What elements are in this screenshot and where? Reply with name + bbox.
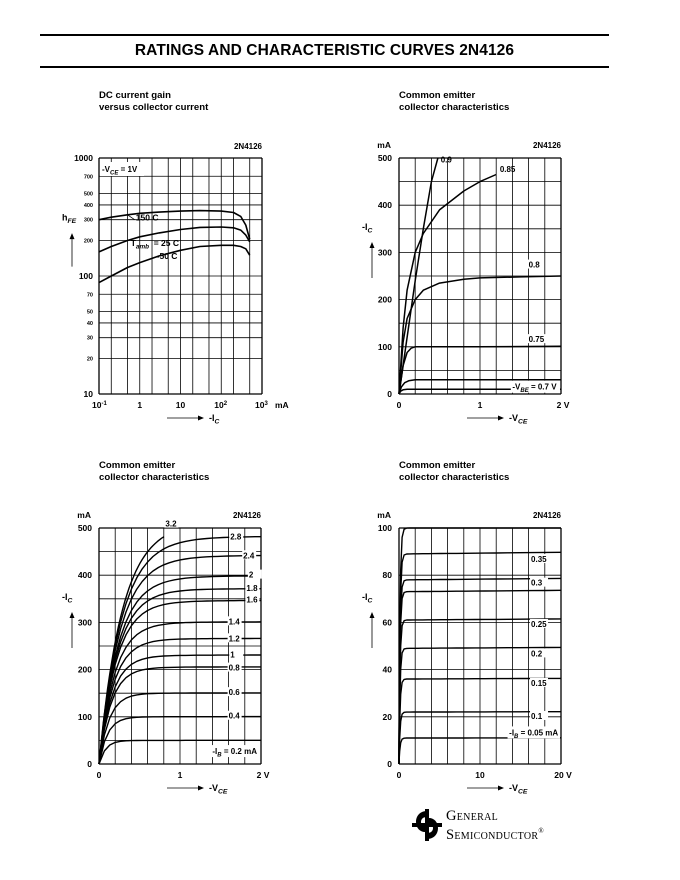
hfe-ytick-minor: 40 <box>86 320 93 327</box>
ce2-label-2.4: 2.4 <box>243 551 255 561</box>
ce2-yarrow-head <box>70 612 75 618</box>
ce3-caption-line2: collector characteristics <box>399 471 510 483</box>
ce3-label-0.15: 0.15 <box>531 678 547 688</box>
page-title: RATINGS AND CHARACTERISTIC CURVES 2N4126 <box>134 42 515 59</box>
ce3-xarrow-head <box>498 786 504 791</box>
hfe-part: 2N4126 <box>233 142 262 151</box>
ce2-ytick: 400 <box>77 570 92 581</box>
ce3-ytick: 0 <box>387 759 392 769</box>
hfe-ytick-minor: 70 <box>86 292 93 299</box>
registered-mark: ® <box>538 827 544 835</box>
ce3-ytick: 40 <box>382 664 392 675</box>
ce3-yarrow-head <box>370 612 375 618</box>
ce1-ytick: 100 <box>377 341 392 352</box>
ce2-label-1.8: 1.8 <box>246 583 258 593</box>
ce2-label-0.8: 0.8 <box>228 663 240 673</box>
ce1-label-0.8: 0.8 <box>528 260 540 270</box>
ce1-ytick: 500 <box>377 153 392 163</box>
hfe-condition: $-V_{CE} = 1V$ <box>102 165 138 177</box>
hfe-ytick-minor: 500 <box>83 191 93 198</box>
hfe-xtick: $10^3$ <box>255 400 268 410</box>
ce3-ytick: 80 <box>382 570 392 581</box>
hfe-label-tamb: $T_{amb}$ <box>130 238 149 251</box>
ce1-param-label: $-V_{BE} = 0.7$ V <box>512 382 557 395</box>
ce3-label-0.2: 0.2 <box>531 649 543 659</box>
ce2-ylabel: $-I_C$ <box>62 592 73 605</box>
hfe-caption-line2: versus collector current <box>99 101 209 113</box>
hfe-ylabel: $h_{FE}$ <box>62 212 77 226</box>
general-semiconductor-logo <box>412 808 582 842</box>
ce1-yarrow-head <box>370 242 375 248</box>
ce1-part: 2N4126 <box>532 141 561 150</box>
hfe-xtick: 10 <box>175 400 186 410</box>
hfe-ytick-minor: 400 <box>83 202 93 209</box>
ce1-xtick: 2 V <box>556 400 570 410</box>
ce1-xtick: 1 <box>477 400 483 410</box>
ce2-label-1.4: 1.4 <box>228 617 240 627</box>
ce1-xtick: 0 <box>396 400 402 410</box>
ce2-label-0.6: 0.6 <box>228 688 240 698</box>
ce3-caption-line1: Common emitter <box>399 460 476 471</box>
ce1-ytick: 200 <box>377 294 392 305</box>
ce1-label-0.75: 0.75 <box>528 335 545 345</box>
ce2-xarrow-head <box>198 786 204 791</box>
ce2-param-label: $-I_B = 0.2$ mA <box>212 747 257 759</box>
ce2-xtick: 2 V <box>256 770 270 780</box>
hfe-ytick: 1000 <box>74 153 93 163</box>
hfe-label-150: 150 C <box>135 212 159 223</box>
ce3-label-0.1: 0.1 <box>531 711 543 721</box>
ce3-ytick: 20 <box>382 711 392 722</box>
hfe-ytick-minor: 50 <box>86 309 93 316</box>
ce3-ytick: 60 <box>382 617 392 628</box>
ce2-yunit: mA <box>77 510 91 520</box>
ce2-label-2.8: 2.8 <box>230 532 242 542</box>
hfe-xunit: mA <box>275 400 289 410</box>
ce2-ytick: 500 <box>77 523 92 533</box>
hfe-xtick: $10^{-1}$ <box>92 400 107 410</box>
hfe-ytick: 100 <box>78 271 93 281</box>
ce3-ytick: 100 <box>377 523 392 533</box>
hfe-caption-line1: DC current gain <box>99 90 171 101</box>
ce1-ylabel: $-I_C$ <box>362 222 373 235</box>
ce1-label-0.85: 0.85 <box>499 165 516 175</box>
gs-logo-icon <box>412 808 442 842</box>
hfe-ytick-minor: 300 <box>83 217 93 224</box>
ce1-caption-line1: Common emitter <box>399 90 476 101</box>
ce2-label-0.4: 0.4 <box>228 711 240 721</box>
ce3-label-0.35: 0.35 <box>531 555 547 565</box>
ce3-xtick: 20 V <box>554 770 572 780</box>
ce2-caption-line2: collector characteristics <box>99 471 210 483</box>
ce2-label-1: 1 <box>230 650 235 660</box>
ce1-ytick: 0 <box>387 389 392 399</box>
ce1-ytick: 300 <box>377 247 392 258</box>
logo-line2 <box>446 824 544 843</box>
ce1-xarrow-head <box>498 416 504 421</box>
ce3-yunit: mA <box>377 510 391 520</box>
ce3-xtick: 0 <box>396 770 402 780</box>
hfe-ytick-minor: 700 <box>83 174 93 181</box>
ce2-label-2: 2 <box>248 570 254 580</box>
hfe-xarrow-head <box>198 416 204 421</box>
ce1-caption-line2: collector characteristics <box>399 101 510 113</box>
hfe-xlabel: $-I_C$ <box>209 413 220 426</box>
ce2-label-3.2: 3.2 <box>165 519 177 529</box>
ce3-ylabel: $-I_C$ <box>362 592 373 605</box>
hfe-label-m50: -50 C <box>156 250 178 261</box>
hfe-ytick-minor: 20 <box>86 356 93 363</box>
ce1-ytick: 400 <box>377 200 392 211</box>
ce3-param-label: $-I_B = 0.05$ mA <box>509 728 559 740</box>
logo-line2-text: Semiconductor <box>446 826 539 843</box>
ce2-caption-line1: Common emitter <box>99 460 176 471</box>
ce3-label-0.25: 0.25 <box>531 619 547 629</box>
logo-text <box>446 809 544 843</box>
ce2-ytick: 300 <box>77 617 92 628</box>
hfe-ytick-minor: 200 <box>83 238 93 245</box>
ce3-xtick: 10 <box>475 770 485 780</box>
ce3-xlabel: $-V_{CE}$ <box>509 783 528 796</box>
ce2-xlabel: $-V_{CE}$ <box>209 783 228 796</box>
ce2-label-1.2: 1.2 <box>228 634 240 644</box>
hfe-curve-0 <box>99 211 250 240</box>
ce2-part: 2N4126 <box>232 511 261 520</box>
hfe-xtick: $10^2$ <box>214 400 228 410</box>
logo-line1: General <box>446 808 499 824</box>
ce1-yunit: mA <box>377 140 391 150</box>
hfe-yarrow-head <box>70 233 75 239</box>
ce2-ytick: 100 <box>77 711 92 722</box>
ce2-xtick: 1 <box>177 770 183 780</box>
hfe-ytick: 10 <box>83 389 93 399</box>
ce3-label-0.3: 0.3 <box>531 578 543 588</box>
ce2-xtick: 0 <box>96 770 102 780</box>
ce2-ytick: 0 <box>87 759 92 769</box>
hfe-label-25: = 25 C <box>153 238 179 249</box>
hfe-lbl-leader <box>127 215 134 220</box>
hfe-ytick-minor: 30 <box>86 335 93 342</box>
ce2-ytick: 200 <box>77 664 92 675</box>
ce1-label-0.9: 0.9 <box>440 155 452 165</box>
ce2-label-1.6: 1.6 <box>246 595 258 605</box>
ce3-part: 2N4126 <box>532 511 561 520</box>
ce1-xlabel: $-V_{CE}$ <box>509 413 528 426</box>
hfe-xtick: 1 <box>137 400 143 410</box>
